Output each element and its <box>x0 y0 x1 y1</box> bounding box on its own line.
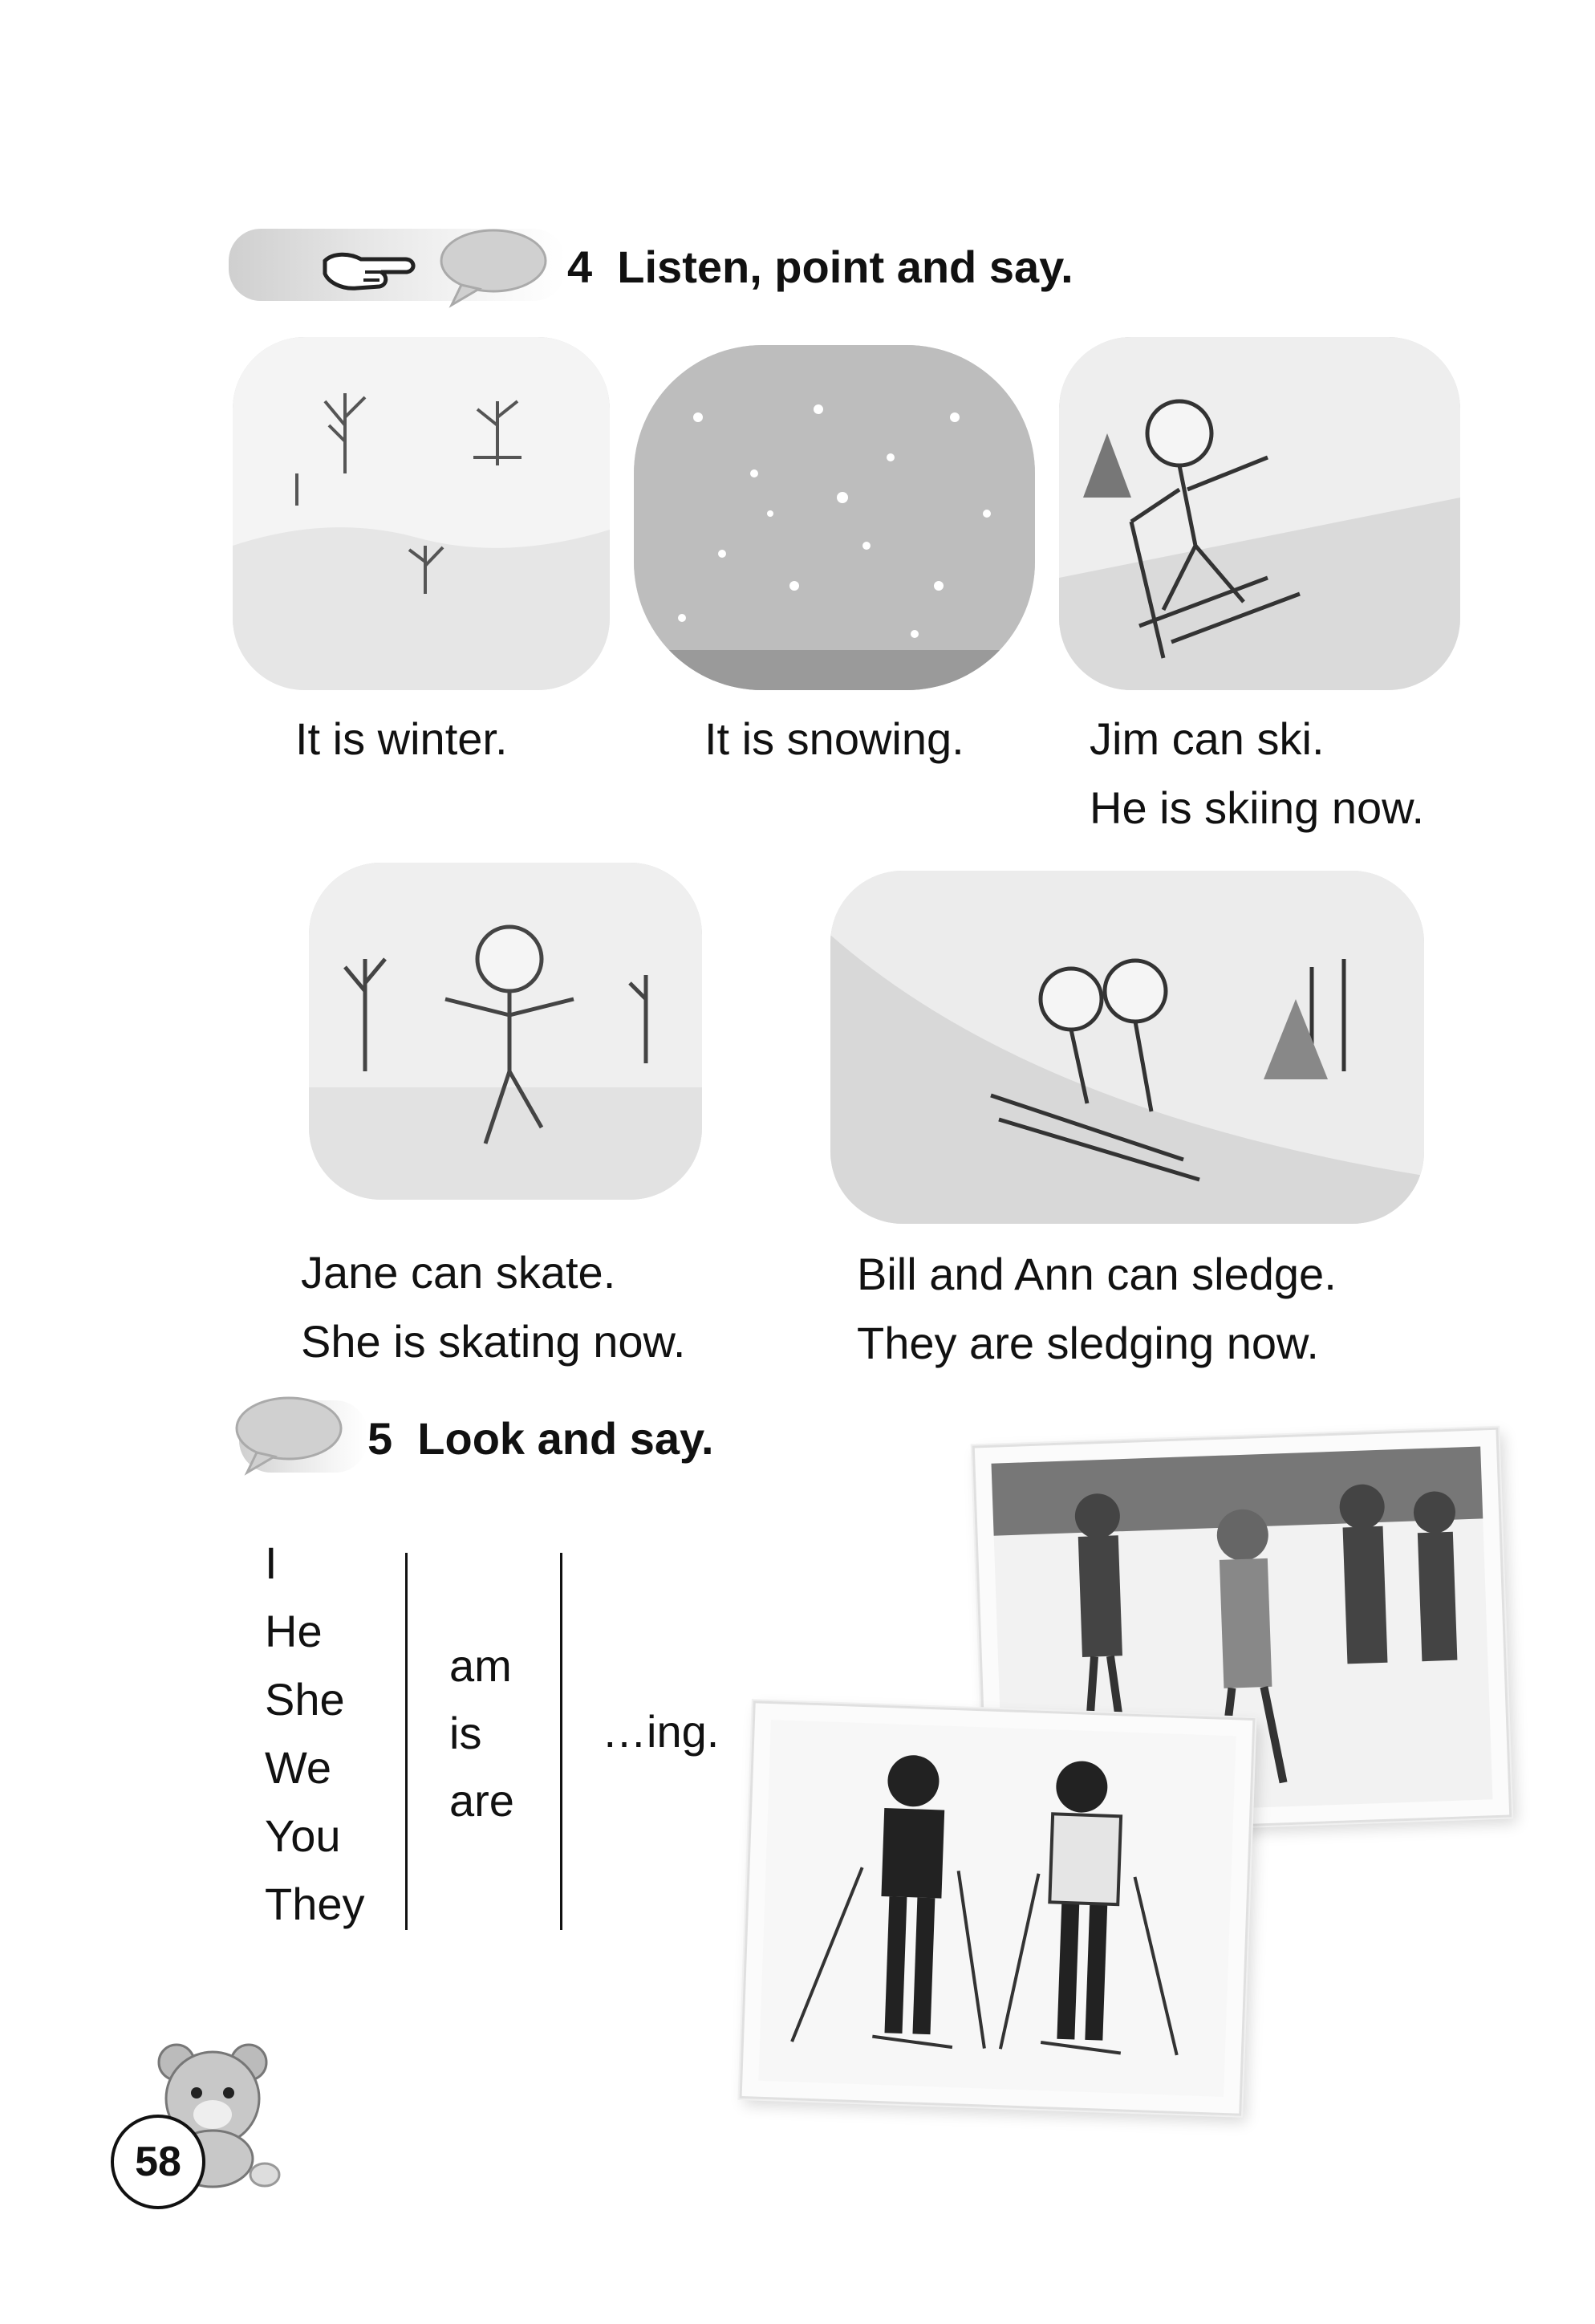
verb-is: is <box>449 1708 482 1758</box>
caption-ski-line-2: He is skiing now. <box>1090 782 1425 833</box>
caption-sledge-line-1: Bill and Ann can sledge. <box>857 1249 1337 1299</box>
caption-ski-line-1: Jim can ski. <box>1090 713 1325 764</box>
caption-skate-line-1: Jane can skate. <box>301 1247 616 1298</box>
exercise-5-number: 5 <box>367 1413 393 1464</box>
caption-sledge-line-2: They are sledging now. <box>857 1318 1319 1368</box>
speech-bubble-icon <box>233 1392 345 1477</box>
sledging-illustration <box>830 871 1424 1224</box>
snowing-illustration <box>634 345 1035 690</box>
pronoun-she: She <box>265 1674 345 1725</box>
caption-skate-line-2: She is skating now. <box>301 1316 686 1367</box>
exercise-4-title: Listen, point and say. <box>617 242 1073 292</box>
verb-are: are <box>449 1775 514 1826</box>
skating-illustration <box>309 863 702 1200</box>
caption-snowing: It is snowing. <box>704 713 964 764</box>
exercise-5-title: Look and say. <box>417 1413 714 1464</box>
pronoun-i: I <box>265 1538 278 1588</box>
exercise-4-heading <box>567 241 1073 293</box>
table-divider <box>560 1553 562 1930</box>
exercise-5-heading <box>367 1412 714 1465</box>
skiing-illustration <box>1059 337 1460 690</box>
pronoun-they: They <box>265 1879 365 1929</box>
page-number-circle <box>111 2115 205 2209</box>
winter-landscape-illustration <box>233 337 610 690</box>
pronoun-you: You <box>265 1810 341 1861</box>
verb-ending: …ing. <box>602 1706 720 1757</box>
speech-bubble-icon <box>437 225 550 309</box>
caption-winter: It is winter. <box>295 713 508 764</box>
exercise-4-number: 4 <box>567 242 593 292</box>
page-number: 58 <box>135 2139 181 2185</box>
pronoun-he: He <box>265 1606 323 1656</box>
table-divider <box>405 1553 408 1930</box>
verb-am: am <box>449 1640 512 1691</box>
pointing-hand-icon <box>317 229 437 305</box>
pronoun-we: We <box>265 1742 331 1793</box>
skiing-photo <box>740 1700 1256 2116</box>
